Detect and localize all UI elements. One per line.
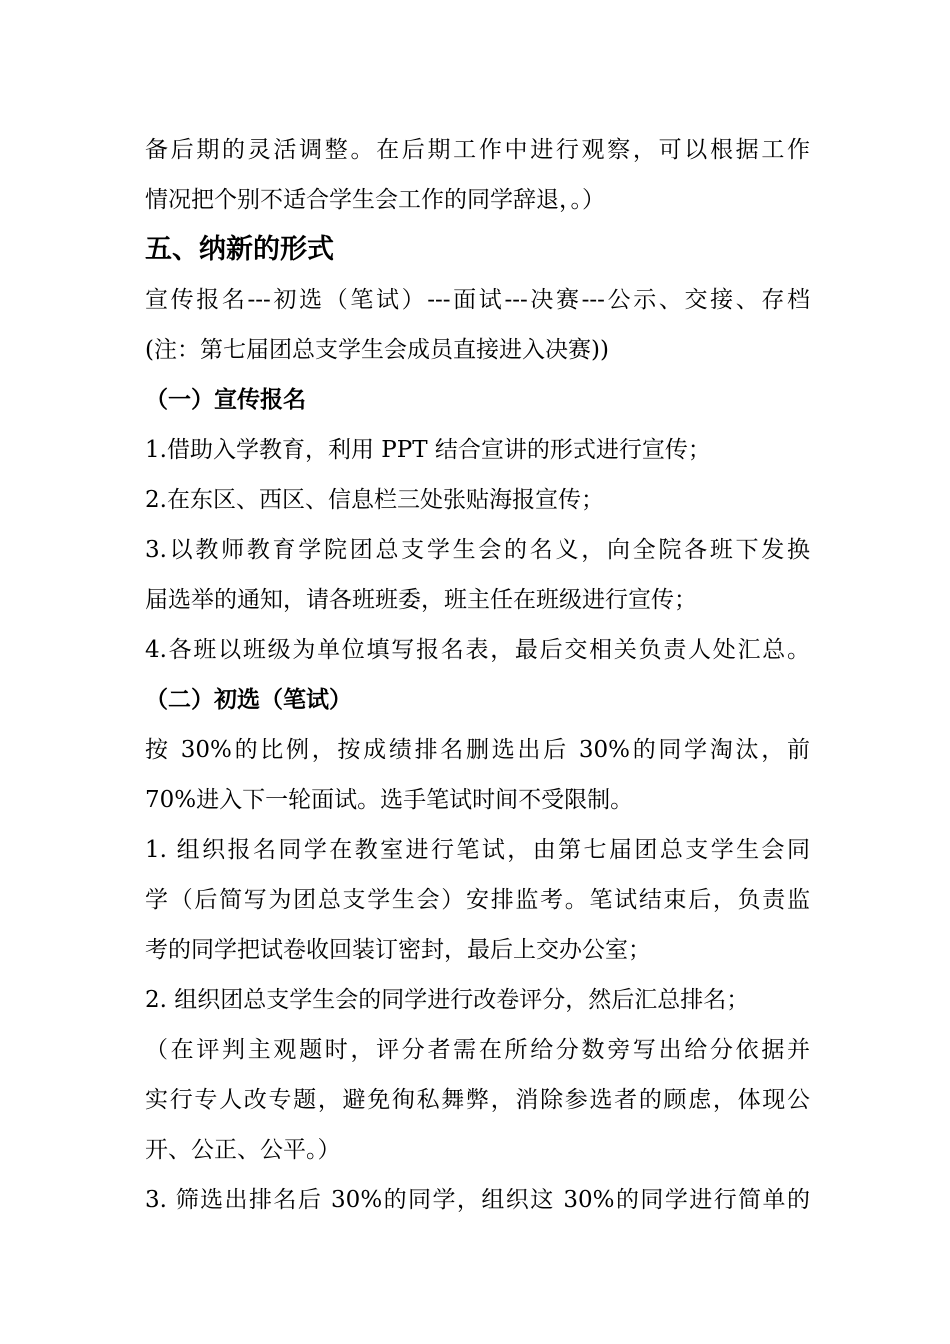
paragraph-line: 情况把个别不适合学生会工作的同学辞退，。） [145,187,605,213]
list-item: 2.在东区、西区、信息栏三处张贴海报宣传； [145,487,604,513]
paragraph-line: 备后期的灵活调整。在后期工作中进行观察，可以根据工作 [145,137,810,163]
subsection-heading: （二）初选（笔试） [145,687,352,713]
list-item: 1. 组织报名同学在教室进行笔试，由第七届团总支学生会同 [145,837,810,863]
list-item: 3.以教师教育学院团总支学生会的名义，向全院各班下发换 [145,537,810,563]
paragraph-line: 届选举的通知，请各班班委，班主任在班级进行宣传； [145,587,697,613]
section-heading: 五、纳新的形式 [145,234,334,265]
list-item: 1.借助入学教育，利用 PPT 结合宣讲的形式进行宣传； [145,437,711,463]
paragraph-line: 70%进入下一轮面试。选手笔试时间不受限制。 [145,787,634,813]
paragraph-line: （在评判主观题时，评分者需在所给分数旁写出给分依据并 [145,1037,810,1063]
paragraph-line: 考的同学把试卷收回装订密封，最后上交办公室； [145,937,651,963]
document-body [145,125,810,1225]
list-item: 2. 组织团总支学生会的同学进行改卷评分，然后汇总排名； [145,987,750,1013]
paragraph-line: 按 30%的比例，按成绩排名删选出后 30%的同学淘汰，前 [145,737,810,763]
paragraph-line: 宣传报名---初选（笔试）---面试---决赛---公示、交接、存档 [145,287,810,313]
paragraph-line: 学（后简写为团总支学生会）安排监考。笔试结束后，负责监 [145,887,810,913]
list-item: 4.各班以班级为单位填写报名表，最后交相关负责人处汇总。 [145,637,810,663]
paragraph-line: 开、公正、公平。） [145,1137,341,1163]
subsection-heading: （一）宣传报名 [145,387,306,413]
paragraph-line: 实行专人改专题，避免徇私舞弊，消除参选者的顾虑，体现公 [145,1087,810,1113]
paragraph-line: (注：第七届团总支学生会成员直接进入决赛)) [145,337,609,363]
list-item: 3. 筛选出排名后 30%的同学，组织这 30%的同学进行简单的 [145,1187,810,1213]
